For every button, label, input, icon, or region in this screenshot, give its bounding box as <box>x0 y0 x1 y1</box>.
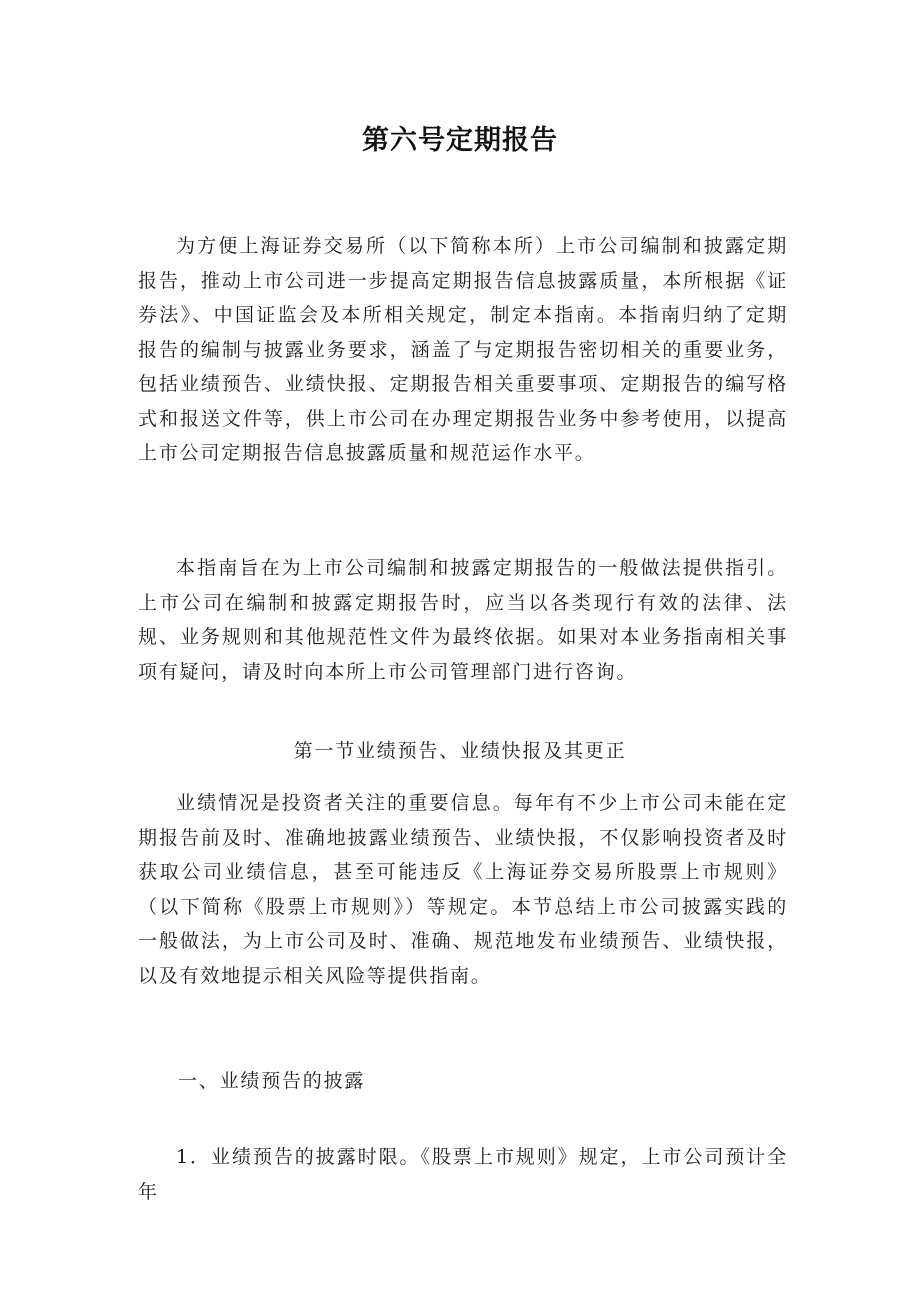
section-heading: 第一节业绩预告、业绩快报及其更正 <box>293 740 627 762</box>
sub-heading: 一、业绩预告的披露 <box>178 1070 366 1092</box>
scope-paragraph: 本指南旨在为上市公司编制和披露定期报告的一般做法提供指引。上市公司在编制和披露定期报告时，应当以各类现行有效的法律、法规、业务规则和其他规范性文件为最终依据。如果对本业务指南相关事项有疑问，请及时向本所上市公司管理部门进行咨询。 <box>138 557 788 683</box>
document-title: 第六号定期报告 <box>362 125 558 156</box>
item-paragraph: 1．业绩预告的披露时限。《股票上市规则》规定，上市公司预计全年 <box>138 1146 788 1203</box>
intro-paragraph: 为方便上海证券交易所（以下简称本所）上市公司编制和披露定期报告，推动上市公司进一步提高定期报告信息披露质量，本所根据《证券法》、中国证监会及本所相关规定，制定本指南。本指南归纳了定期报告的编制与披露业务要求，涵盖了与定期报告密切相关的重要业务，包括业绩预告、业绩快报、定期报告相关重要事项、定期报告的编写格式和报送文件等，供上市公司在办理定期报告业务中参考使用，以提高上市公司定期报告信息披露质量和规范运作水平。 <box>138 235 788 464</box>
section-paragraph: 业绩情况是投资者关注的重要信息。每年有不少上市公司未能在定期报告前及时、准确地披露业绩预告、业绩快报，不仅影响投资者及时获取公司业绩信息，甚至可能违反《上海证券交易所股票上市规则》（以下简称《股票上市规则》）等规定。本节总结上市公司披露实践的一般做法，为上市公司及时、准确、规范地发布业绩预告、业绩快报，以及有效地提示相关风险等提供指南。 <box>138 792 788 987</box>
